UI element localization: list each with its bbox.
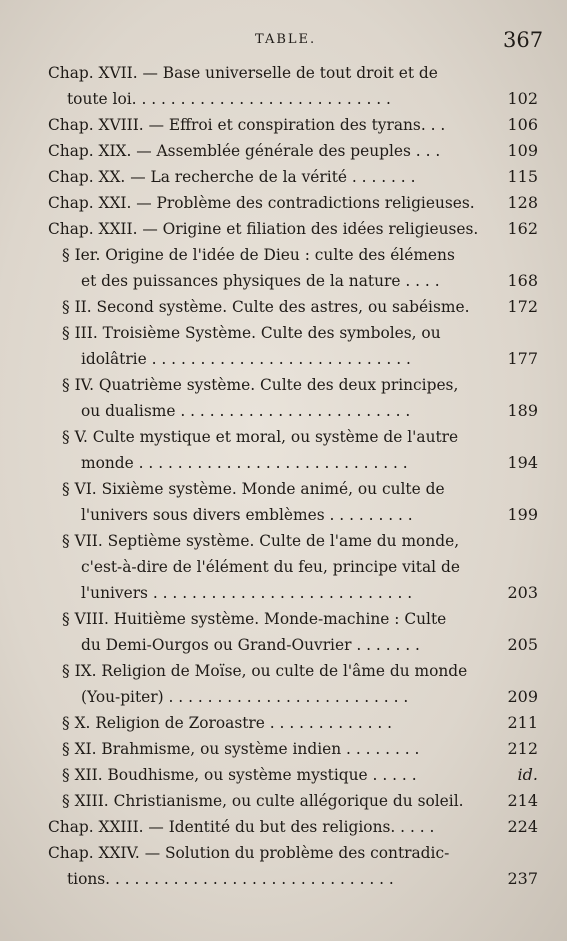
section-entry xyxy=(0,788,567,814)
entry-text: § XII. Boudhisme, ou système mystique . . . . . xyxy=(62,766,417,784)
entry-text: et des puissances physiques de la nature . . . . xyxy=(81,272,440,290)
entry-text: § VII. Septième système. Culte de l'ame du monde, xyxy=(62,532,460,550)
entry-text: Chap. XX. — La recherche de la vérité . . . . . . . xyxy=(48,168,416,186)
entry-text: du Demi-Ourgos ou Grand-Ouvrier . . . . . . . xyxy=(81,636,420,654)
entry-text: l'univers sous divers emblèmes . . . . . . . . . xyxy=(81,506,413,524)
entry-text: § III. Troisième Système. Culte des symboles, ou xyxy=(62,324,441,342)
entry-line xyxy=(0,580,567,606)
entry-page-number: 168 xyxy=(507,271,538,290)
entry-line xyxy=(0,658,567,684)
entry-line xyxy=(0,632,567,658)
running-title: TABLE. xyxy=(255,32,317,47)
entry-page-number: 209 xyxy=(507,687,538,706)
entry-page-number: 115 xyxy=(507,167,538,186)
page-header xyxy=(0,28,567,52)
entry-page-number: 172 xyxy=(507,297,538,316)
chapter-entry xyxy=(0,190,567,216)
entry-line xyxy=(0,320,567,346)
entry-text: § VIII. Huitième système. Monde-machine : Culte xyxy=(62,610,447,628)
entry-page-number: 162 xyxy=(507,219,538,238)
entry-line xyxy=(0,216,567,242)
entry-page-number: 106 xyxy=(507,115,538,134)
entry-page-number: 203 xyxy=(507,583,538,602)
entry-text: monde . . . . . . . . . . . . . . . . . . . . . . . . . . . . xyxy=(81,454,408,472)
entry-line xyxy=(0,294,567,320)
section-entry xyxy=(0,476,567,528)
entry-page-number: 102 xyxy=(507,89,538,108)
chapter-entry xyxy=(0,112,567,138)
entry-text: c'est-à-dire de l'élément du feu, principe vital de xyxy=(81,558,460,576)
entry-line xyxy=(0,86,567,112)
entry-page-number: 128 xyxy=(507,193,538,212)
section-entry xyxy=(0,606,567,658)
entry-text: l'univers . . . . . . . . . . . . . . . . . . . . . . . . . . . xyxy=(81,584,413,602)
section-entry xyxy=(0,762,567,788)
entry-text: ou dualisme . . . . . . . . . . . . . . . . . . . . . . . . xyxy=(81,402,411,420)
entry-line xyxy=(0,502,567,528)
entry-page-number: 214 xyxy=(507,791,538,810)
section-entry xyxy=(0,372,567,424)
section-entry xyxy=(0,242,567,294)
entry-line xyxy=(0,138,567,164)
entry-page-number: 205 xyxy=(507,635,538,654)
entry-page-number: 237 xyxy=(507,869,538,888)
entry-text: § XIII. Christianisme, ou culte allégorique du soleil. xyxy=(62,792,464,810)
entry-line xyxy=(0,450,567,476)
entry-line xyxy=(0,840,567,866)
entry-text: idolâtrie . . . . . . . . . . . . . . . . . . . . . . . . . . . xyxy=(81,350,411,368)
entry-text: toute loi. . . . . . . . . . . . . . . . . . . . . . . . . . . xyxy=(67,90,391,108)
entry-line xyxy=(0,710,567,736)
entry-line xyxy=(0,60,567,86)
section-entry xyxy=(0,424,567,476)
entry-line xyxy=(0,164,567,190)
entry-page-number: id. xyxy=(517,765,538,784)
entry-text: § X. Religion de Zoroastre . . . . . . . . . . . . . xyxy=(62,714,393,732)
section-entry xyxy=(0,320,567,372)
entry-text: Chap. XXII. — Origine et filiation des idées religieuses. xyxy=(48,220,479,238)
section-entry xyxy=(0,294,567,320)
chapter-entry xyxy=(0,138,567,164)
section-entry xyxy=(0,658,567,710)
entry-text: § XI. Brahmisme, ou système indien . . . . . . . . xyxy=(62,740,420,758)
entry-page-number: 189 xyxy=(507,401,538,420)
entry-text: tions. . . . . . . . . . . . . . . . . . . . . . . . . . . . . . xyxy=(67,870,394,888)
entry-text: § V. Culte mystique et moral, ou système de l'autre xyxy=(62,428,459,446)
chapter-entry xyxy=(0,840,567,892)
entry-text: Chap. XVIII. — Effroi et conspiration des tyrans. . . xyxy=(48,116,446,134)
entry-page-number: 199 xyxy=(507,505,538,524)
chapter-entry xyxy=(0,814,567,840)
entry-line xyxy=(0,554,567,580)
entry-line xyxy=(0,372,567,398)
page-number: 367 xyxy=(503,28,544,52)
entry-line xyxy=(0,762,567,788)
chapter-entry xyxy=(0,164,567,190)
entry-line xyxy=(0,190,567,216)
entry-line xyxy=(0,814,567,840)
entry-text: § II. Second système. Culte des astres, ou sabéisme. xyxy=(62,298,470,316)
entry-text: § IV. Quatrième système. Culte des deux principes, xyxy=(62,376,459,394)
entry-page-number: 211 xyxy=(507,713,538,732)
entry-text: § Ier. Origine de l'idée de Dieu : culte des élémens xyxy=(62,246,455,264)
entry-text: § VI. Sixième système. Monde animé, ou culte de xyxy=(62,480,445,498)
entry-line xyxy=(0,788,567,814)
entry-text: Chap. XIX. — Assemblée générale des peuples . . . xyxy=(48,142,441,160)
entry-text: Chap. XVII. — Base universelle de tout droit et de xyxy=(48,64,438,82)
entry-line xyxy=(0,528,567,554)
table-of-contents xyxy=(0,60,567,892)
chapter-entry xyxy=(0,60,567,112)
entry-line xyxy=(0,398,567,424)
entry-line xyxy=(0,346,567,372)
section-entry xyxy=(0,710,567,736)
entry-text: (You-piter) . . . . . . . . . . . . . . . . . . . . . . . . . xyxy=(81,688,409,706)
entry-text: Chap. XXIV. — Solution du problème des contradic- xyxy=(48,844,450,862)
entry-line xyxy=(0,736,567,762)
entry-page-number: 212 xyxy=(507,739,538,758)
entry-line xyxy=(0,866,567,892)
section-entry xyxy=(0,528,567,606)
entry-text: § IX. Religion de Moïse, ou culte de l'âme du monde xyxy=(62,662,468,680)
chapter-entry xyxy=(0,216,567,242)
entry-line xyxy=(0,268,567,294)
entry-text: Chap. XXIII. — Identité du but des religions. . . . . xyxy=(48,818,435,836)
entry-line xyxy=(0,476,567,502)
entry-page-number: 194 xyxy=(507,453,538,472)
section-entry xyxy=(0,736,567,762)
entry-line xyxy=(0,242,567,268)
entry-line xyxy=(0,112,567,138)
entry-page-number: 109 xyxy=(507,141,538,160)
entry-text: Chap. XXI. — Problème des contradictions religieuses. xyxy=(48,194,475,212)
entry-line xyxy=(0,684,567,710)
entry-line xyxy=(0,606,567,632)
entry-page-number: 224 xyxy=(507,817,538,836)
entry-line xyxy=(0,424,567,450)
entry-page-number: 177 xyxy=(507,349,538,368)
